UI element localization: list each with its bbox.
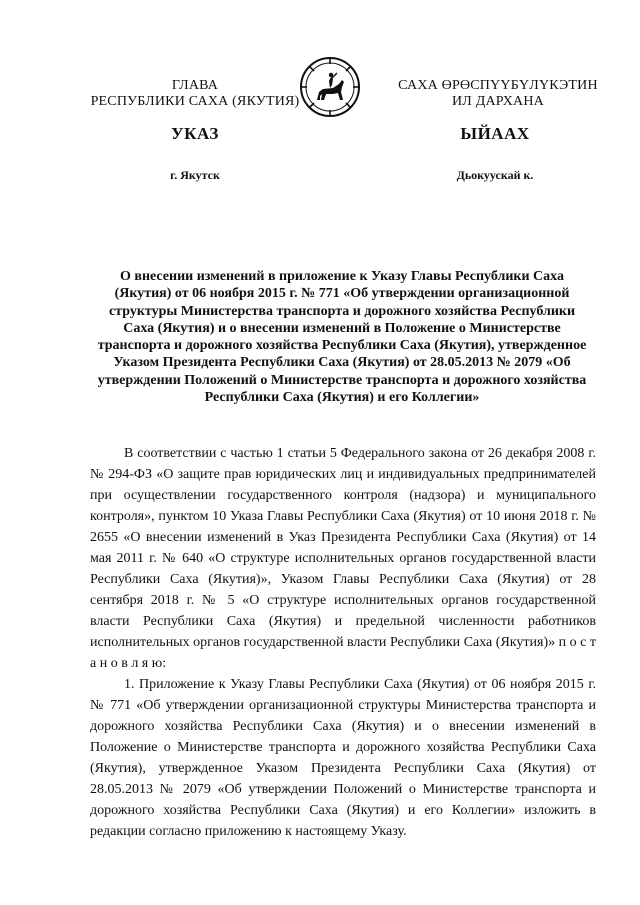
header-right-block bbox=[388, 78, 608, 110]
coat-of-arms-sakha-icon bbox=[299, 56, 361, 118]
document-body bbox=[90, 443, 596, 842]
header-right-line1: САХА ӨРӨСПҮҮБҮЛҮКЭТИН bbox=[398, 78, 598, 93]
header-left-line2: РЕСПУБЛИКИ САХА (ЯКУТИЯ) bbox=[90, 94, 300, 109]
doc-type-right: ЫЙААХ bbox=[460, 124, 530, 143]
body-paragraph-1: В соответствии с частью 1 статьи 5 Федерального закона от 26 декабря 2008 г. № 294-ФЗ «О защите прав юридических лиц и индивидуальных предпринимателей при осуществлении государственного контроля (надзора) и муниципального контроля», пунктом 10 Указа Главы Республики Саха (Якутия) от 10 июня 2018 г. № 2655 «О внесении изменений в Указ Президента Республики Саха (Якутия) от 14 мая 2011 г. № 640 «О структуре исполнительных органов государственной власти Республики Саха (Якутия)», Указом Главы Республики Саха (Якутия) от 28 сентября 2018 г. № 5 «О структуре исполнительных органов государственной власти Республики Саха (Якутия) и предельной численности работников исполнительных органов государственной власти Республики Саха (Якутия)» п о с т а н о в л я ю: bbox=[90, 446, 596, 671]
header-left-block bbox=[80, 78, 310, 110]
header-left-line1: ГЛАВА bbox=[171, 78, 219, 93]
doc-type-left: УКАЗ bbox=[171, 124, 219, 143]
place-right: Дьокуускай к. bbox=[456, 168, 534, 182]
body-paragraph-2: 1. Приложение к Указу Главы Республики Саха (Якутия) от 06 ноября 2015 г. № 771 «Об утверждении организационной структуры Министерства транспорта и дорожного хозяйства Республики Саха (Якутия) и о внесении изменений в Положение о Министерстве транспорта и дорожного хозяйства Республики Саха (Якутия), утвержденное Указом Президента Республики Саха (Якутия) от 28.05.2013 № 2079 «Об утверждении Положений о Министерстве транспорта и дорожного хозяйства Республики Саха (Якутия) и его Коллегии» изложить в редакции согласно приложению к настоящему Указу. bbox=[90, 677, 596, 839]
document-title: О внесении изменений в приложение к Указу Главы Республики Саха (Якутия) от 06 ноября 2015 г. № 771 «Об утверждении организационной структуры Министерства транспорта и дорожного хозяйства Республики Саха (Якутия) и о внесении изменений в Положение о Министерстве транспорта и дорожного хозяйства Республики Саха (Якутия), утвержденное Указом Президента Республики Саха (Якутия) от 28.05.2013 № 2079 «Об утверждении Положений о Министерстве транспорта и дорожного хозяйства Республики Саха (Якутия) и его Коллегии» bbox=[97, 269, 587, 406]
header-right-line2: ИЛ ДАРХАНА bbox=[451, 94, 544, 109]
place-left: г. Якутск bbox=[170, 168, 220, 182]
